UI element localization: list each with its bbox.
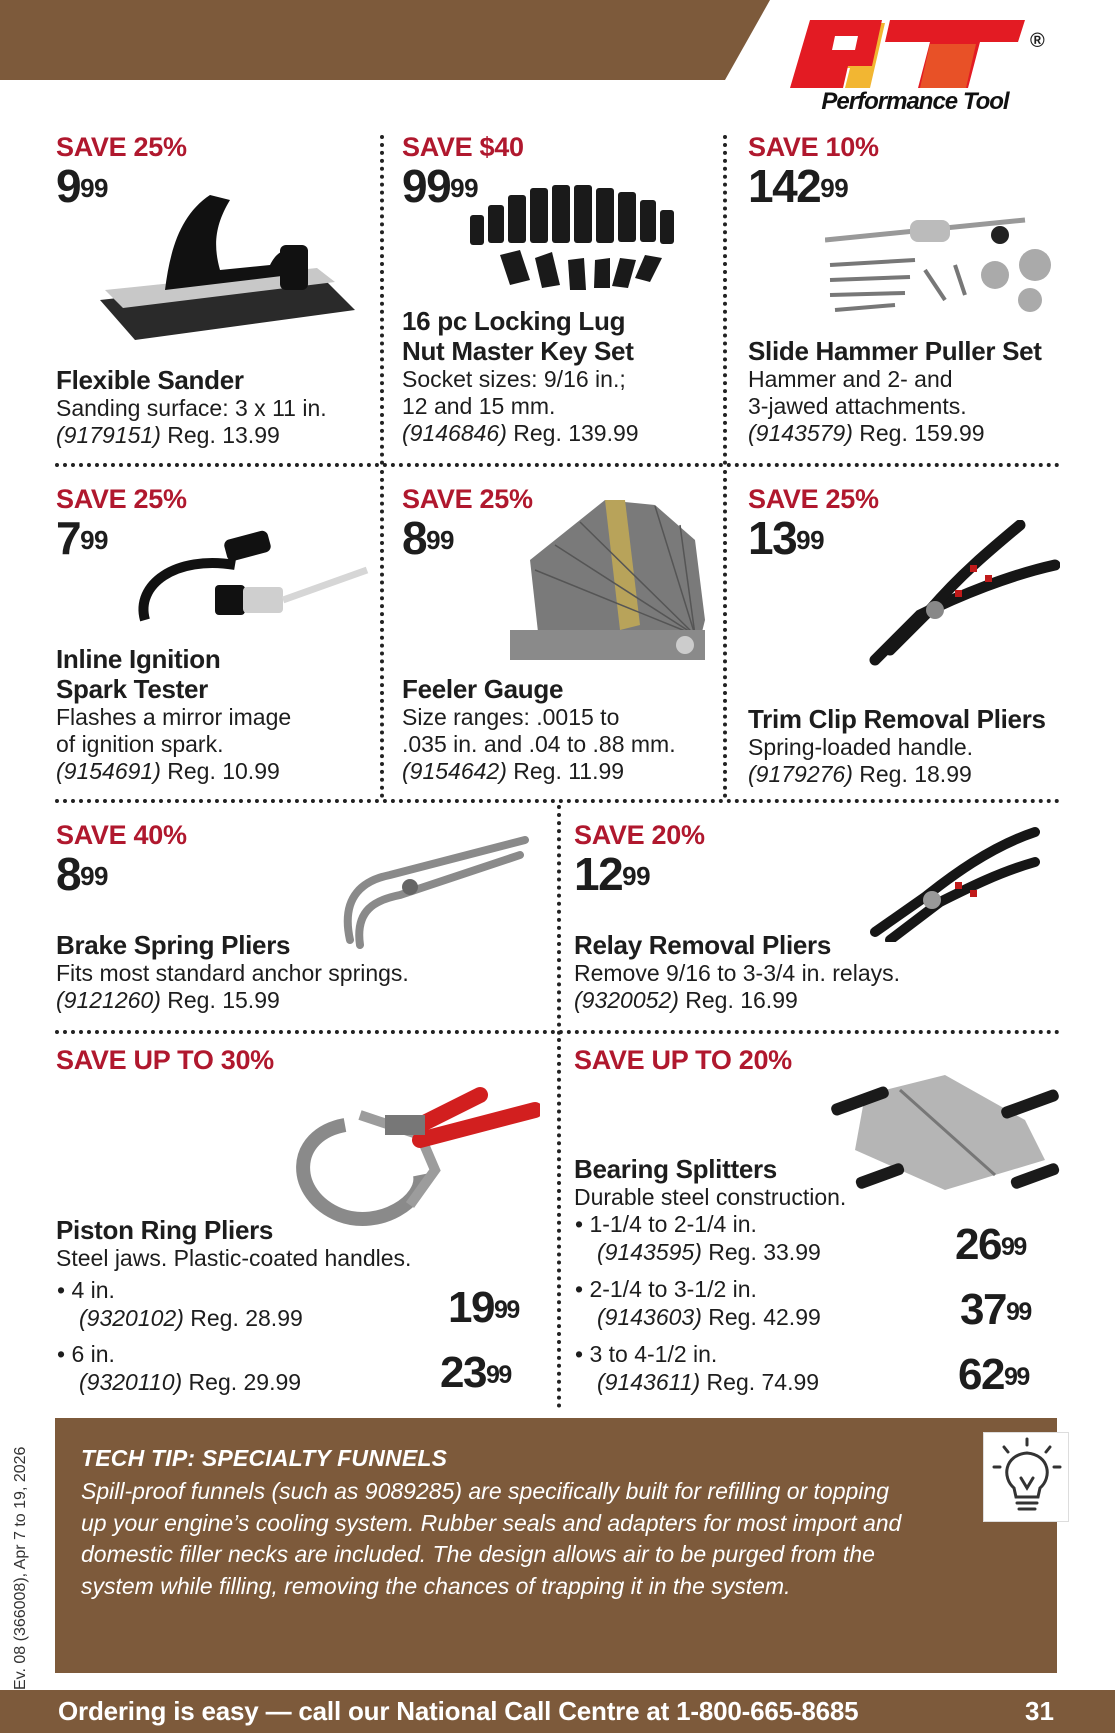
price: $8^{99}$ xyxy=(402,512,455,564)
feeler-gauge-image xyxy=(510,500,710,665)
price: $9^{99}$ xyxy=(56,160,109,212)
product-name: Bearing Splitters xyxy=(574,1154,777,1184)
product-desc: Remove 9/16 to 3-3/4 in. relays. xyxy=(574,960,900,986)
product-sku: (9320102) xyxy=(79,1305,184,1331)
product-desc: Durable steel construction. xyxy=(574,1184,847,1210)
product-sku: (9179276) xyxy=(748,761,853,787)
product-name: Brake Spring Pliers xyxy=(56,930,291,960)
price: $13^{99}$ xyxy=(748,512,825,564)
product-sku: (9320052) xyxy=(574,987,679,1013)
variant-size: • 6 in. xyxy=(57,1341,115,1367)
divider xyxy=(380,470,384,798)
product-desc: Sanding surface: 3 x 11 in. xyxy=(56,395,327,421)
footer-bar xyxy=(0,1690,1115,1733)
slide-hammer-image xyxy=(825,205,1065,335)
product-sku: (9143579) xyxy=(748,420,853,446)
product-desc: Socket sizes: 9/16 in.; xyxy=(402,366,626,392)
product-desc: Size ranges: .0015 to xyxy=(402,704,620,730)
product-name: Inline Ignition xyxy=(56,644,221,674)
variant-price: $37^{99}$ xyxy=(960,1285,1031,1334)
regular-price: Reg. 10.99 xyxy=(167,758,280,784)
spark-tester-image xyxy=(135,525,375,635)
product-desc: Hammer and 2- and xyxy=(748,366,953,392)
product-text xyxy=(574,930,1014,1014)
divider xyxy=(55,1030,1060,1034)
regular-price: Reg. 15.99 xyxy=(167,987,280,1013)
product-sku: (9179151) xyxy=(56,422,161,448)
regular-price: Reg. 28.99 xyxy=(190,1305,303,1331)
product-sku: (9146846) xyxy=(402,420,507,446)
product-text xyxy=(402,674,722,785)
product-name: Relay Removal Pliers xyxy=(574,930,832,960)
variant-size: • 2-1/4 to 3-1/2 in. xyxy=(575,1276,757,1302)
lug-nut-key-set-image xyxy=(460,180,710,295)
regular-price: Reg. 13.99 xyxy=(167,422,280,448)
product-text xyxy=(402,306,722,447)
product-sku: (9143603) xyxy=(597,1304,702,1330)
event-note: Ev. 08 (366008), Apr 7 to 19, 2026 xyxy=(12,1446,29,1690)
variant-price: $62^{99}$ xyxy=(958,1350,1029,1399)
product-text xyxy=(56,365,376,449)
product-desc: of ignition spark. xyxy=(56,731,224,757)
divider xyxy=(557,1038,561,1408)
save-label: SAVE 10% xyxy=(748,132,879,162)
variant-price: $23^{99}$ xyxy=(440,1348,511,1397)
lightbulb-icon xyxy=(984,1433,1070,1523)
save-label: SAVE $40 xyxy=(402,132,524,162)
product-text xyxy=(56,1215,496,1272)
product-name: Feeler Gauge xyxy=(402,674,564,704)
product-card xyxy=(574,820,884,898)
divider xyxy=(723,470,727,798)
tech-tip-icon-box xyxy=(983,1432,1069,1522)
regular-price: Reg. 33.99 xyxy=(708,1239,821,1265)
product-desc: Flashes a mirror image xyxy=(56,704,292,730)
product-text xyxy=(574,1154,1014,1211)
regular-price: Reg. 74.99 xyxy=(706,1369,820,1395)
price: $7^{99}$ xyxy=(56,512,109,564)
page-number: 31 xyxy=(1025,1696,1054,1726)
product-card xyxy=(56,820,366,898)
product-card xyxy=(748,132,1058,210)
tech-tip-body: Spill-proof funnels (such as 9089285) are specifically built for refilling or topping up your engine’s cooling system. Rubber seals and adapters for most import and domestic filler necks are included. The design allows air to be purged from the system while filling, removing the chances of trapping it in the system. xyxy=(81,1478,902,1599)
divider xyxy=(55,799,1060,803)
variant xyxy=(575,1340,819,1396)
save-label: SAVE 25% xyxy=(56,484,187,514)
product-text xyxy=(56,930,496,1014)
product-desc: Spring-loaded handle. xyxy=(748,734,974,760)
variant-price: $19^{99}$ xyxy=(448,1283,519,1332)
price: $8^{99}$ xyxy=(56,848,109,900)
regular-price: Reg. 29.99 xyxy=(188,1369,302,1395)
tech-tip-title: TECH TIP: SPECIALTY FUNNELS xyxy=(81,1445,448,1471)
product-sku: (9320110) xyxy=(79,1369,183,1395)
product-name: Trim Clip Removal Pliers xyxy=(748,704,1046,734)
product-name: Spark Tester xyxy=(56,674,208,704)
regular-price: Reg. 139.99 xyxy=(513,420,639,446)
product-text xyxy=(748,704,1068,788)
registered-mark: ® xyxy=(1030,30,1045,52)
variant-price: $26^{99}$ xyxy=(955,1220,1026,1269)
divider xyxy=(557,805,561,1035)
product-text xyxy=(56,644,376,785)
product-sku: (9143595) xyxy=(597,1239,702,1265)
relay-pliers-image xyxy=(870,822,1040,942)
regular-price: Reg. 18.99 xyxy=(859,761,972,787)
product-sku: (9121260) xyxy=(56,987,161,1013)
save-label: SAVE 25% xyxy=(748,484,879,514)
regular-price: Reg. 11.99 xyxy=(513,758,625,784)
product-name: 16 pc Locking Lug xyxy=(402,306,626,336)
save-label: SAVE 25% xyxy=(56,132,187,162)
product-name: Nut Master Key Set xyxy=(402,336,634,366)
logo-tagline: Performance Tool xyxy=(821,88,1009,115)
flexible-sander-image xyxy=(95,190,365,350)
price: $99^{99}$ xyxy=(402,160,479,212)
variant xyxy=(57,1276,303,1332)
variant-size: • 4 in. xyxy=(57,1277,115,1303)
product-sku: (9154691) xyxy=(56,758,161,784)
trim-clip-pliers-image xyxy=(860,520,1060,670)
save-label: SAVE 20% xyxy=(574,820,705,850)
variant xyxy=(575,1275,821,1331)
price: $142^{99}$ xyxy=(748,160,849,212)
regular-price: Reg. 16.99 xyxy=(685,987,798,1013)
product-desc: .035 in. and .04 to .88 mm. xyxy=(402,731,676,757)
save-label: SAVE 40% xyxy=(56,820,187,850)
save-label: SAVE 25% xyxy=(402,484,533,514)
variant-size: • 3 to 4-1/2 in. xyxy=(575,1341,718,1367)
variant xyxy=(575,1210,821,1266)
variant xyxy=(57,1340,301,1396)
product-sku: (9143611) xyxy=(597,1369,701,1395)
product-desc: Fits most standard anchor springs. xyxy=(56,960,409,986)
variant-size: • 1-1/4 to 2-1/4 in. xyxy=(575,1211,757,1237)
divider xyxy=(380,135,384,465)
divider xyxy=(723,135,727,465)
product-name: Slide Hammer Puller Set xyxy=(748,336,1042,366)
save-label: SAVE UP TO 30% xyxy=(56,1045,274,1075)
tech-tip-box xyxy=(55,1418,1057,1673)
save-label: SAVE UP TO 20% xyxy=(574,1045,792,1075)
product-desc: 12 and 15 mm. xyxy=(402,393,556,419)
product-name: Piston Ring Pliers xyxy=(56,1215,274,1245)
footer-call-text: Ordering is easy — call our National Call Centre at 1-800-665-8685 xyxy=(58,1696,859,1726)
regular-price: Reg. 159.99 xyxy=(859,420,985,446)
product-desc: 3-jawed attachments. xyxy=(748,393,967,419)
divider xyxy=(55,463,1060,467)
piston-ring-pliers-image xyxy=(270,1055,540,1235)
product-desc: Steel jaws. Plastic-coated handles. xyxy=(56,1245,412,1271)
product-name: Flexible Sander xyxy=(56,365,244,395)
product-text xyxy=(748,336,1068,447)
price: $12^{99}$ xyxy=(574,848,651,900)
product-sku: (9154642) xyxy=(402,758,507,784)
regular-price: Reg. 42.99 xyxy=(708,1304,821,1330)
